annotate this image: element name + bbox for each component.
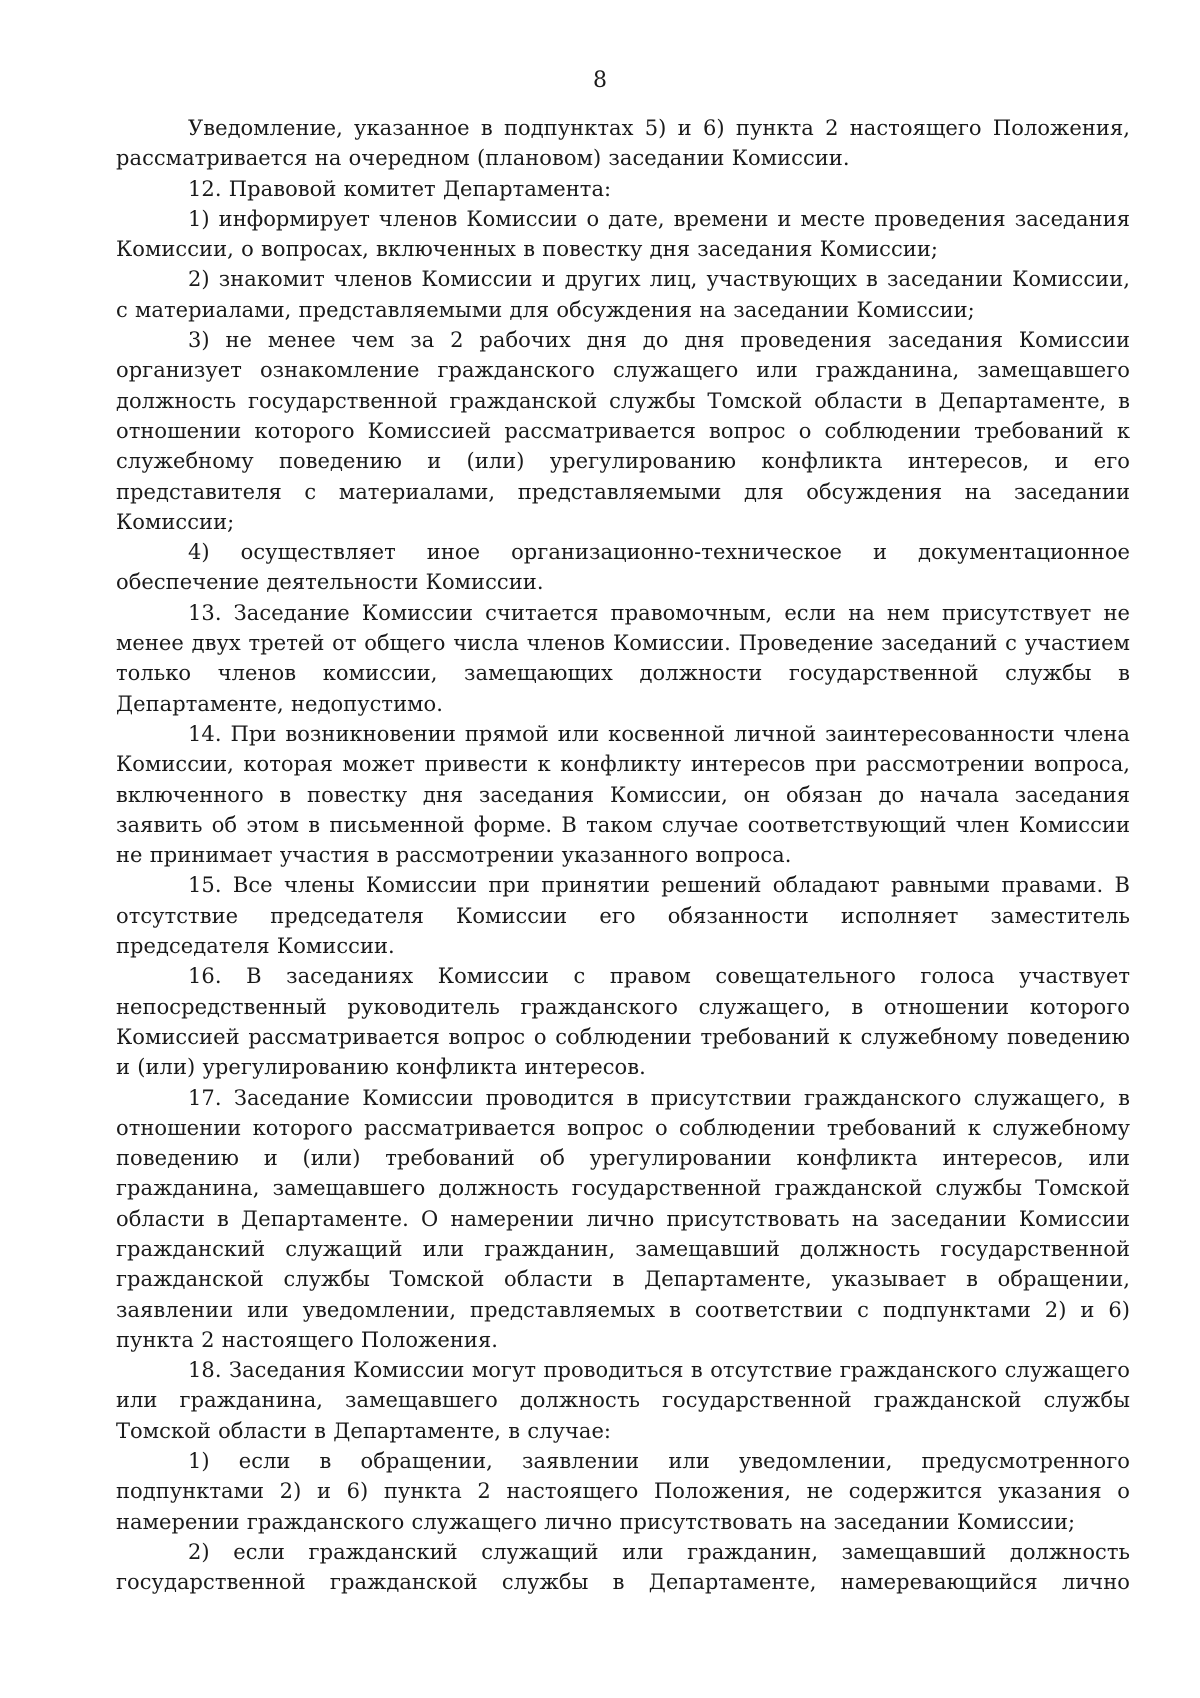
page-number: 8	[593, 68, 607, 93]
paragraph-notice-review: Уведомление, указанное в подпунктах 5) и 6) пункта 2 настоящего Положения, рассматривается на очередном (плановом) заседании Комиссии.	[116, 116, 1130, 171]
paragraph-12-2: 2) знакомит членов Комиссии и других лиц, участвующих в заседании Комиссии, с материалами, представляемыми для обсуждения на заседании Комиссии;	[116, 267, 1130, 322]
paragraph-18: 18. Заседания Комиссии могут проводиться в отсутствие гражданского служащего или гражданина, замещавшего должность государственной гражданской службы Томской области в Департаменте, в случае:	[116, 1358, 1130, 1443]
paragraph-12-4: 4) осуществляет иное организационно-техническое и документационное обеспечение деятельности Комиссии.	[116, 540, 1130, 595]
paragraph-16: 16. В заседаниях Комиссии с правом совещательного голоса участвует непосредственный руководитель гражданского служащего, в отношении которого Комиссией рассматривается вопрос о соблюдении требований к служебному поведению и (или) урегулированию конфликта интересов.	[116, 964, 1130, 1080]
paragraph-18-2: 2) если гражданский служащий или гражданин, замещавший должность государственной гражданской службы в Департаменте, намеревающийся лично	[116, 1539, 1130, 1595]
paragraph-12-3: 3) не менее чем за 2 рабочих дня до дня проведения заседания Комиссии организует ознакомление гражданского служащего или гражданина, замещавшего должность государственной гражданской службы Томской области в Департаменте, в отношении которого Комиссией рассматривается вопрос о соблюдении требований к служебному поведению и (или) урегулированию конфликта интересов, и его представителя с материалами, представляемыми для обсуждения на заседании Комиссии;	[116, 328, 1130, 534]
paragraph-18-1: 1) если в обращении, заявлении или уведомлении, предусмотренного подпунктами 2) и 6) пункта 2 настоящего Положения, не содержится указания о намерении гражданского служащего лично присутствовать на заседании Комиссии;	[116, 1449, 1130, 1534]
paragraph-15: 15. Все члены Комиссии при принятии решений обладают равными правами. В отсутствие председателя Комиссии его обязанности исполняет заместитель председателя Комиссии.	[116, 873, 1130, 959]
document-body	[116, 113, 1130, 1598]
paragraph-13: 13. Заседание Комиссии считается правомочным, если на нем присутствует не менее двух третей от общего числа членов Комиссии. Проведение заседаний с участием только членов комиссии, замещающих должности государственной службы в Департаменте, недопустимо.	[116, 600, 1130, 716]
paragraph-14: 14. При возникновении прямой или косвенной личной заинтересованности члена Комиссии, которая может привести к конфликту интересов при рассмотрении вопроса, включенного в повестку дня заседания Комиссии, он обязан до начала заседания заявить об этом в письменной форме. В таком случае соответствующий член Комиссии не принимает участия в рассмотрении указанного вопроса.	[116, 721, 1130, 868]
paragraph-12-1: 1) информирует членов Комиссии о дате, времени и месте проведения заседания Комиссии, о вопросах, включенных в повестку дня заседания Комиссии;	[116, 206, 1130, 262]
paragraph-12-heading: 12. Правовой комитет Департамента:	[188, 176, 612, 201]
paragraph-17: 17. Заседание Комиссии проводится в присутствии гражданского служащего, в отношении которого рассматривается вопрос о соблюдении требований к служебному поведению и (или) требований об урегулировании конфликта интересов, или гражданина, замещавшего должность государственной гражданской службы Томской области в Департаменте. О намерении лично присутствовать на заседании Комиссии гражданский служащий или гражданин, замещавший должность государственной гражданской службы Томской области в Департаменте, указывает в обращении, заявлении или уведомлении, представляемых в соответствии с подпунктами 2) и 6) пункта 2 настоящего Положения.	[116, 1085, 1130, 1352]
